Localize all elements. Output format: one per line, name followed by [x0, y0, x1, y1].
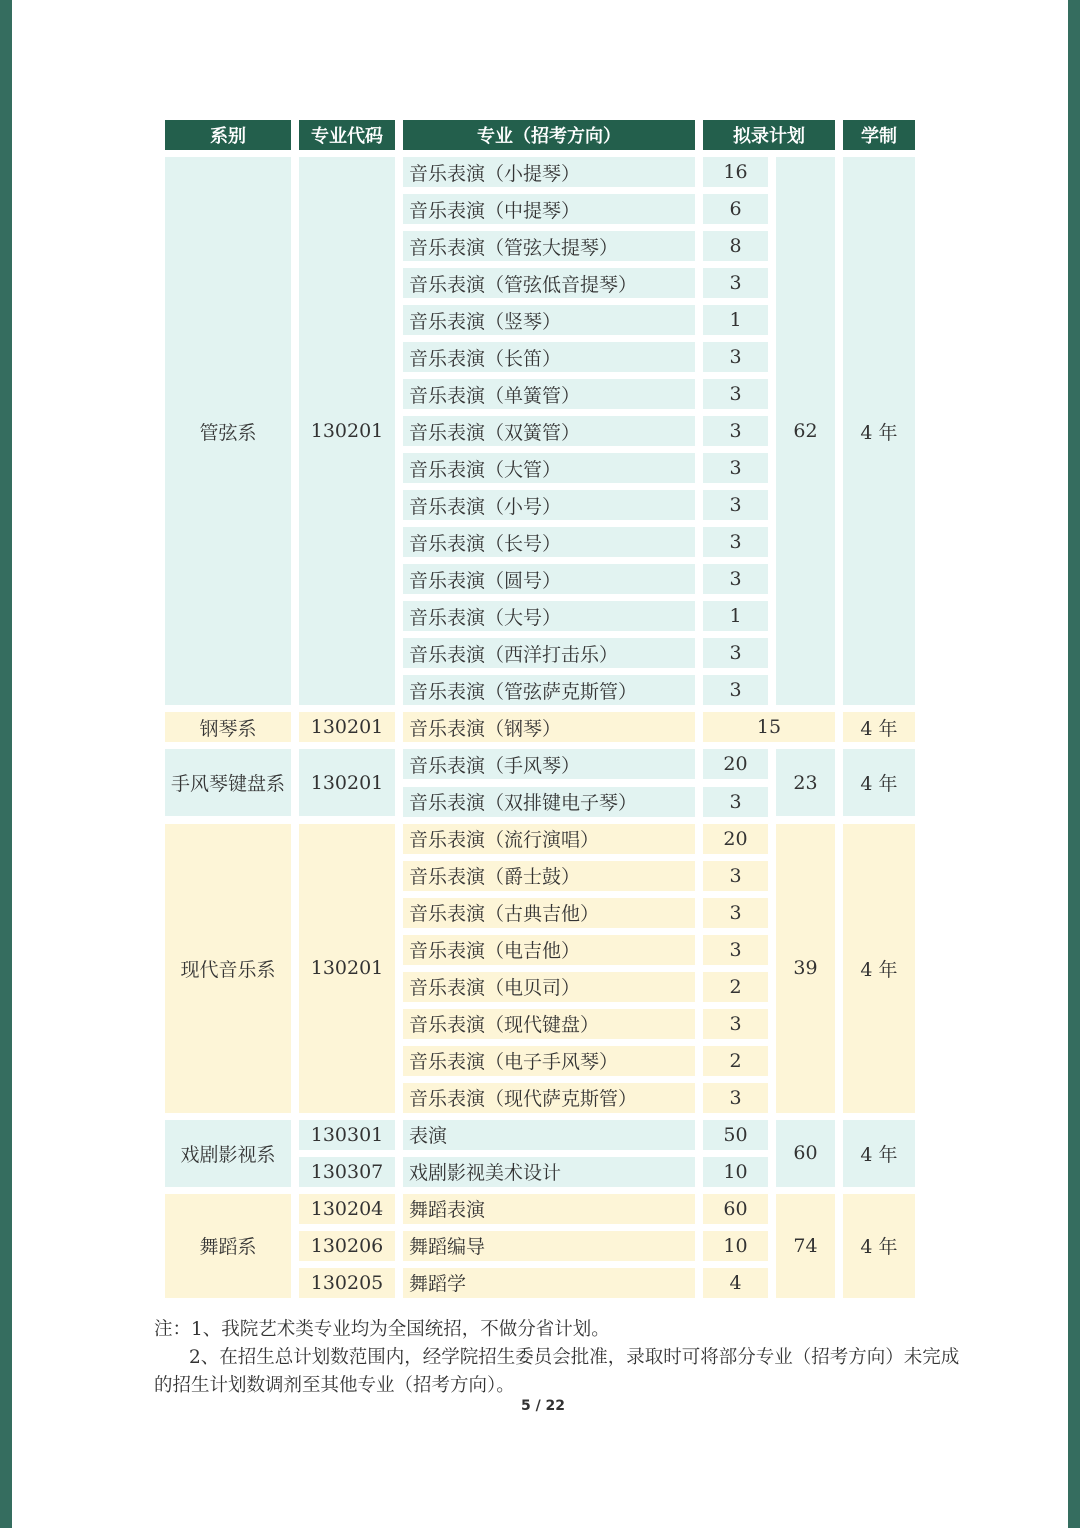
department-cell: 手风琴键盘系 — [165, 749, 291, 816]
plan-count-cell: 1 — [703, 305, 768, 335]
major-code-cell: 130307 — [299, 1157, 395, 1187]
plan-count-cell: 3 — [703, 268, 768, 298]
major-name-cell: 音乐表演（中提琴） — [403, 194, 695, 224]
plan-count-cell: 3 — [703, 490, 768, 520]
plan-count-cell: 8 — [703, 231, 768, 261]
major-name-cell: 音乐表演（西洋打击乐） — [403, 638, 695, 668]
plan-count-cell: 3 — [703, 1009, 768, 1039]
plan-count-cell: 3 — [703, 861, 768, 891]
plan-count-cell: 3 — [703, 527, 768, 557]
major-name-cell: 舞蹈学 — [403, 1268, 695, 1298]
major-name-cell: 音乐表演（竖琴） — [403, 305, 695, 335]
plan-count-cell: 3 — [703, 675, 768, 705]
plan-count-cell: 2 — [703, 1046, 768, 1076]
duration-cell: 4 年 — [843, 1194, 915, 1298]
department-cell: 管弦系 — [165, 157, 291, 705]
major-name-cell: 舞蹈表演 — [403, 1194, 695, 1224]
right-border — [1068, 0, 1080, 1528]
plan-count-cell: 3 — [703, 342, 768, 372]
duration-cell: 4 年 — [843, 749, 915, 816]
plan-count-cell: 3 — [703, 564, 768, 594]
plan-total-cell: 39 — [776, 824, 835, 1113]
major-name-cell: 戏剧影视美术设计 — [403, 1157, 695, 1187]
department-cell: 舞蹈系 — [165, 1194, 291, 1298]
major-code-cell: 130201 — [299, 157, 395, 705]
plan-count-cell: 50 — [703, 1120, 768, 1150]
major-name-cell: 音乐表演（现代键盘） — [403, 1009, 695, 1039]
plan-count-cell: 10 — [703, 1157, 768, 1187]
major-name-cell: 音乐表演（手风琴） — [403, 749, 695, 779]
major-code-cell: 130201 — [299, 712, 395, 742]
plan-count-cell: 4 — [703, 1268, 768, 1298]
plan-total-cell: 74 — [776, 1194, 835, 1298]
plan-count-cell: 3 — [703, 935, 768, 965]
major-code-cell: 130205 — [299, 1268, 395, 1298]
header-cell: 专业（招考方向） — [403, 120, 695, 150]
plan-total-cell: 23 — [776, 749, 835, 816]
duration-cell: 4 年 — [843, 157, 915, 705]
major-name-cell: 舞蹈编导 — [403, 1231, 695, 1261]
plan-count-cell: 3 — [703, 1083, 768, 1113]
plan-count-cell: 3 — [703, 379, 768, 409]
plan-count-cell: 10 — [703, 1231, 768, 1261]
plan-count-cell: 3 — [703, 453, 768, 483]
page-number: 5 / 22 — [520, 1398, 566, 1414]
plan-total-cell: 15 — [703, 712, 835, 742]
department-cell: 钢琴系 — [165, 712, 291, 742]
major-name-cell: 音乐表演（双排键电子琴） — [403, 787, 695, 817]
plan-count-cell: 3 — [703, 787, 768, 817]
major-name-cell: 音乐表演（长笛） — [403, 342, 695, 372]
major-name-cell: 音乐表演（管弦萨克斯管） — [403, 675, 695, 705]
duration-cell: 4 年 — [843, 712, 915, 742]
major-name-cell: 音乐表演（双簧管） — [403, 416, 695, 446]
plan-count-cell: 20 — [703, 749, 768, 779]
duration-cell: 4 年 — [843, 1120, 915, 1187]
plan-count-cell: 20 — [703, 824, 768, 854]
major-name-cell: 音乐表演（管弦低音提琴） — [403, 268, 695, 298]
department-cell: 戏剧影视系 — [165, 1120, 291, 1187]
major-name-cell: 音乐表演（爵士鼓） — [403, 861, 695, 891]
major-name-cell: 表演 — [403, 1120, 695, 1150]
header-cell: 拟录计划 — [703, 120, 835, 150]
major-name-cell: 音乐表演（长号） — [403, 527, 695, 557]
plan-count-cell: 3 — [703, 638, 768, 668]
major-name-cell: 音乐表演（小提琴） — [403, 157, 695, 187]
major-name-cell: 音乐表演（钢琴） — [403, 712, 695, 742]
major-name-cell: 音乐表演（电吉他） — [403, 935, 695, 965]
plan-count-cell: 2 — [703, 972, 768, 1002]
note-2-cont: 的招生计划数调剂至其他专业（招考方向）。 — [154, 1375, 515, 1396]
header-cell: 学制 — [843, 120, 915, 150]
major-name-cell: 音乐表演（单簧管） — [403, 379, 695, 409]
major-name-cell: 音乐表演（小号） — [403, 490, 695, 520]
major-name-cell: 音乐表演（现代萨克斯管） — [403, 1083, 695, 1113]
plan-count-cell: 60 — [703, 1194, 768, 1224]
major-name-cell: 音乐表演（圆号） — [403, 564, 695, 594]
left-border — [0, 0, 12, 1528]
note-2: 2、在招生总计划数范围内，经学院招生委员会批准，录取时可将部分专业（招考方向）未完成 — [189, 1347, 960, 1368]
plan-total-cell: 62 — [776, 157, 835, 705]
plan-count-cell: 6 — [703, 194, 768, 224]
major-name-cell: 音乐表演（大号） — [403, 601, 695, 631]
major-name-cell: 音乐表演（流行演唱） — [403, 824, 695, 854]
note-1: 注：1、我院艺术类专业均为全国统招，不做分省计划。 — [154, 1319, 610, 1340]
plan-count-cell: 3 — [703, 416, 768, 446]
duration-cell: 4 年 — [843, 824, 915, 1113]
major-name-cell: 音乐表演（电子手风琴） — [403, 1046, 695, 1076]
header-cell: 系别 — [165, 120, 291, 150]
department-cell: 现代音乐系 — [165, 824, 291, 1113]
plan-count-cell: 16 — [703, 157, 768, 187]
header-cell: 专业代码 — [299, 120, 395, 150]
plan-count-cell: 1 — [703, 601, 768, 631]
major-name-cell: 音乐表演（管弦大提琴） — [403, 231, 695, 261]
major-code-cell: 130201 — [299, 824, 395, 1113]
major-name-cell: 音乐表演（大管） — [403, 453, 695, 483]
major-code-cell: 130206 — [299, 1231, 395, 1261]
major-name-cell: 音乐表演（电贝司） — [403, 972, 695, 1002]
plan-count-cell: 3 — [703, 898, 768, 928]
major-name-cell: 音乐表演（古典吉他） — [403, 898, 695, 928]
plan-total-cell: 60 — [776, 1120, 835, 1187]
major-code-cell: 130301 — [299, 1120, 395, 1150]
major-code-cell: 130204 — [299, 1194, 395, 1224]
major-code-cell: 130201 — [299, 749, 395, 816]
